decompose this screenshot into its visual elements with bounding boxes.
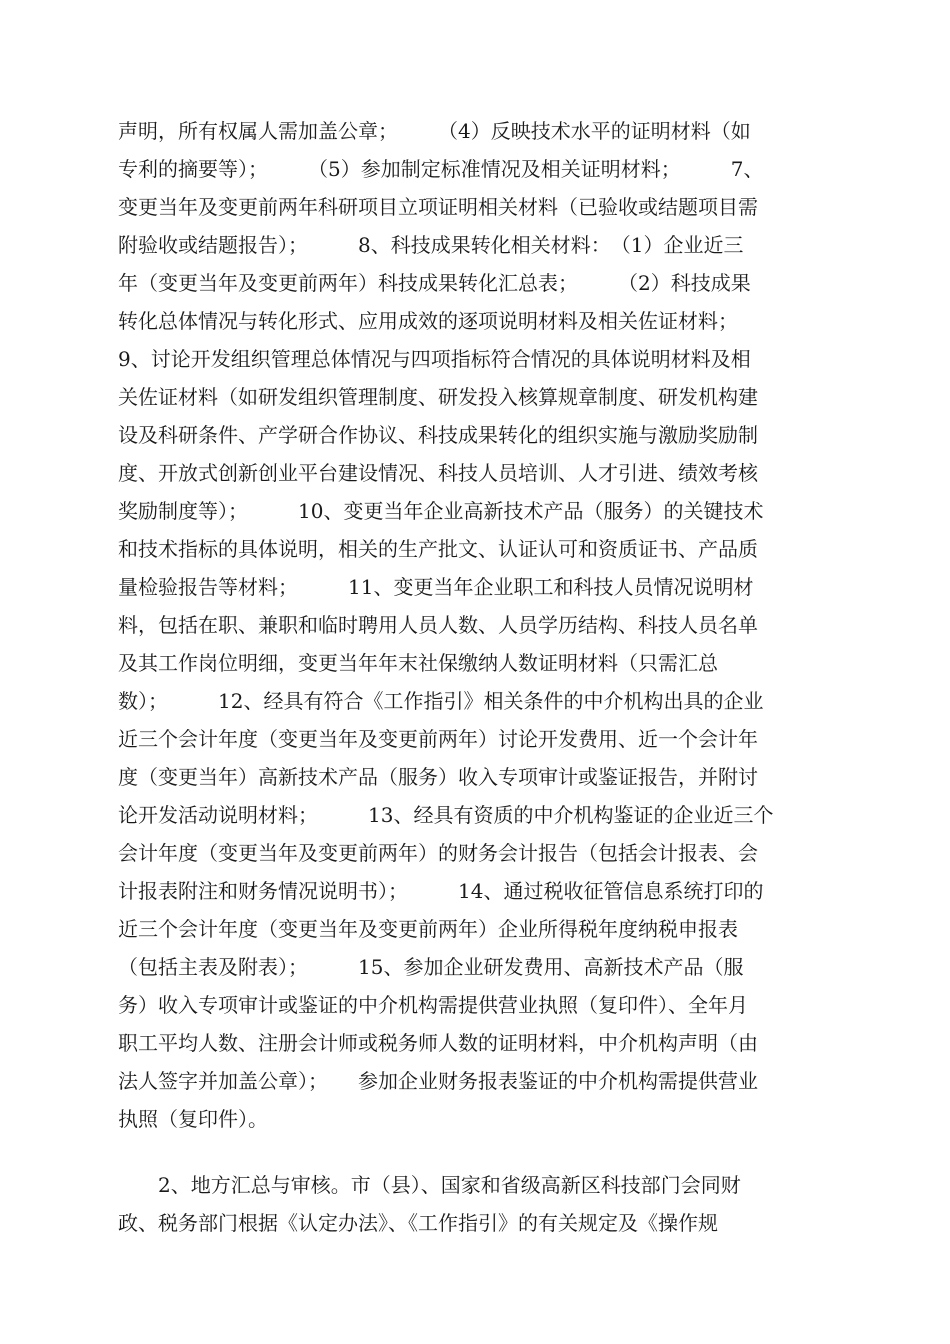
text-line: 会计年度（变更当年及变更前两年）的财务会计报告（包括会计报表、会 (118, 841, 758, 865)
text-line: 度（变更当年）高新技术产品（服务）收入专项审计或鉴证报告，并附讨 (118, 765, 758, 789)
text-line: 务）收入专项审计或鉴证的中介机构需提供营业执照（复印件）、全年月 (118, 993, 748, 1017)
text-line: 计报表附注和财务情况说明书）； 14、通过税收征管信息系统打印的 (118, 879, 764, 903)
text-line: 近三个会计年度（变更当年及变更前两年）企业所得税年度纳税申报表 (118, 917, 738, 941)
text-line: 度、开放式创新创业平台建设情况、科技人员培训、人才引进、绩效考核 (118, 461, 758, 485)
text-line: 专利的摘要等）； （5）参加制定标准情况及相关证明材料； 7、 (118, 157, 764, 181)
paragraph-local-review (118, 1166, 838, 1242)
text-line: 及其工作岗位明细，变更当年年末社保缴纳人数证明材料（只需汇总 (118, 651, 718, 675)
text-line: 量检验报告等材料； 11、变更当年企业职工和科技人员情况说明材 (118, 575, 754, 599)
text-line: 法人签字并加盖公章）； 参加企业财务报表鉴证的中介机构需提供营业 (118, 1069, 758, 1093)
text-line: 关佐证材料（如研发组织管理制度、研发投入核算规章制度、研发机构建 (118, 385, 758, 409)
text-line: 奖励制度等）； 10、变更当年企业高新技术产品（服务）的关键技术 (118, 499, 764, 523)
text-line: 转化总体情况与转化形式、应用成效的逐项说明材料及相关佐证材料； (118, 309, 738, 333)
text-line: 年（变更当年及变更前两年）科技成果转化汇总表； （2）科技成果 (118, 271, 751, 295)
paragraph-spacer (118, 1138, 838, 1166)
text-line: 和技术指标的具体说明，相关的生产批文、认证认可和资质证书、产品质 (118, 537, 758, 561)
text-line: 数）； 12、经具有符合《工作指引》相关条件的中介机构出具的企业 (118, 689, 764, 713)
text-line: 执照（复印件）。 (118, 1107, 268, 1131)
text-line: 设及科研条件、产学研合作协议、科技成果转化的组织实施与激励奖励制 (118, 423, 758, 447)
text-line: 附验收或结题报告）； 8、科技成果转化相关材料： （1）企业近三 (118, 233, 744, 257)
paragraph-requirements-list (118, 112, 838, 1138)
text-line: 职工平均人数、注册会计师或税务师人数的证明材料，中介机构声明（由 (118, 1031, 758, 1055)
text-line: 声明，所有权属人需加盖公章； （4）反映技术水平的证明材料（如 (118, 119, 751, 143)
text-line: 料，包括在职、兼职和临时聘用人员人数、人员学历结构、科技人员名单 (118, 613, 758, 637)
text-line: 政、税务部门根据《认定办法》、《工作指引》的有关规定及《操作规 (118, 1211, 718, 1235)
text-line: 近三个会计年度（变更当年及变更前两年）讨论开发费用、近一个会计年 (118, 727, 758, 751)
text-line: 2、地方汇总与审核。市（县）、国家和省级高新区科技部门会同财 (158, 1173, 741, 1197)
text-line: （包括主表及附表）； 15、参加企业研发费用、高新技术产品（服 (118, 955, 744, 979)
text-line: 论开发活动说明材料； 13、经具有资质的中介机构鉴证的企业近三个 (118, 803, 774, 827)
document-body (118, 112, 838, 1242)
text-line: 9、讨论开发组织管理总体情况与四项指标符合情况的具体说明材料及相 (118, 347, 751, 371)
text-line: 变更当年及变更前两年科研项目立项证明相关材料（已验收或结题项目需 (118, 195, 758, 219)
